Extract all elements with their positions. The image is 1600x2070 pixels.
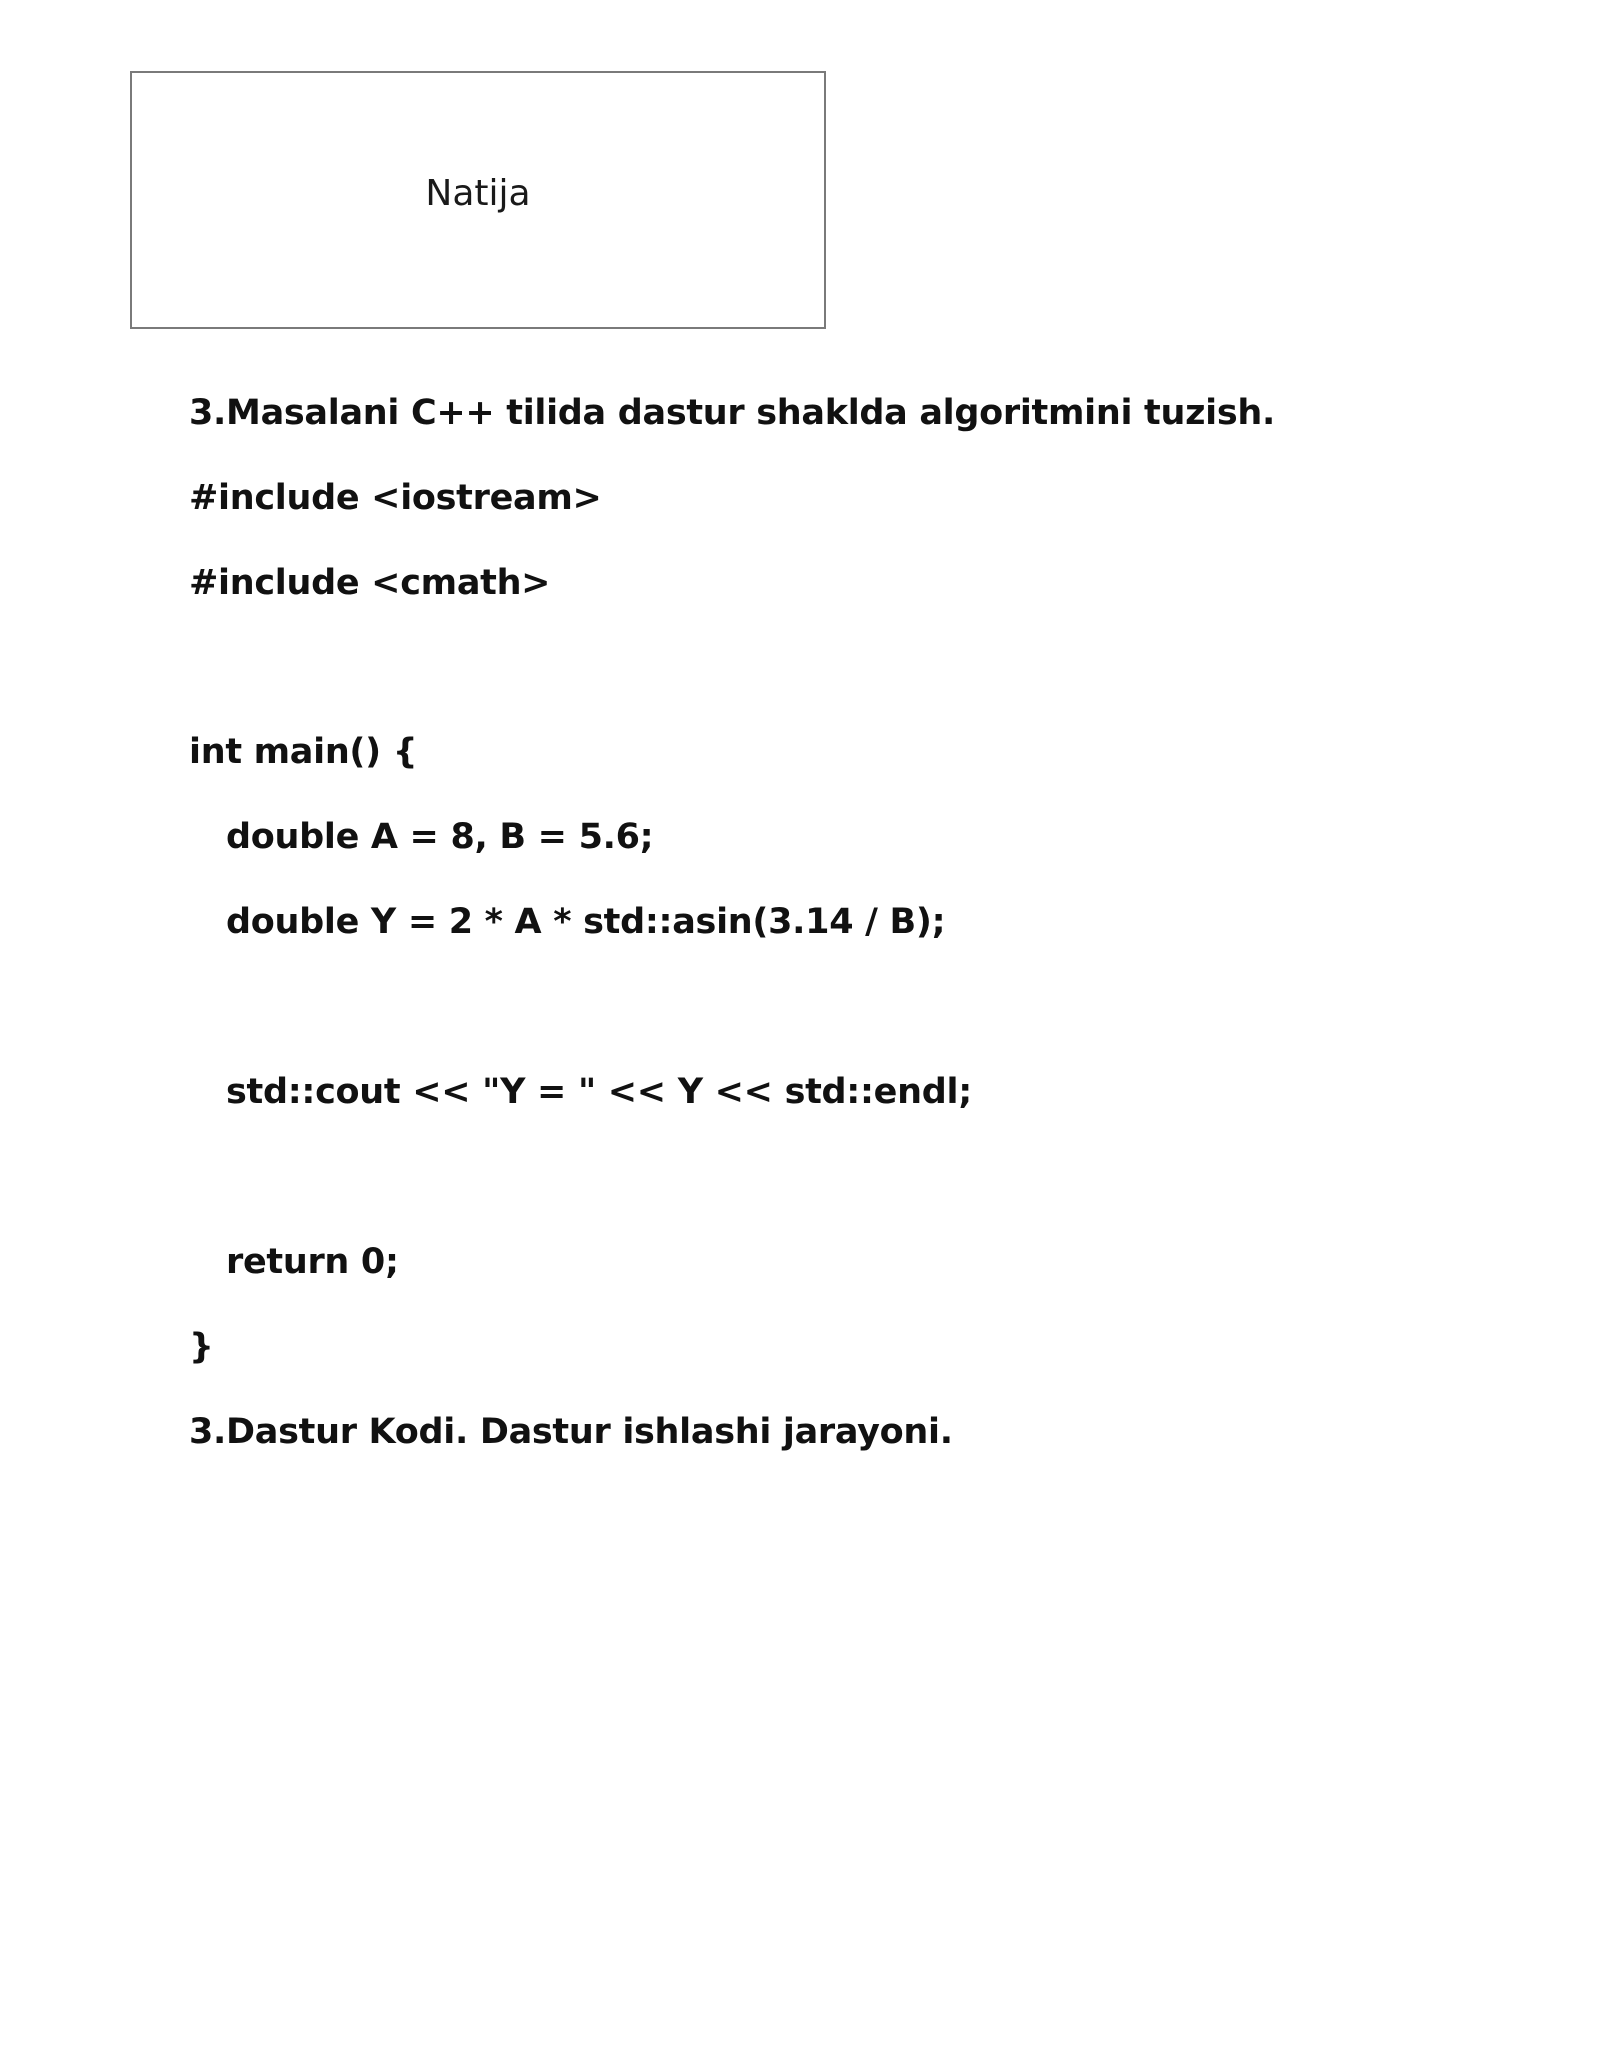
code-line-cout: std::cout << "Y = " << Y << std::endl;: [226, 1072, 972, 1112]
code-line-include-cmath: #include <cmath>: [189, 563, 551, 603]
result-box-label: Natija: [425, 173, 531, 214]
section-heading: 3.Masalani C++ tilida dastur shaklda algoritmini tuzish.: [189, 393, 1275, 433]
code-line-main-open: int main() {: [189, 732, 418, 772]
code-line-decl-y: double Y = 2 * A * std::asin(3.14 / B);: [226, 902, 946, 942]
footer-heading: 3.Dastur Kodi. Dastur ishlashi jarayoni.: [189, 1412, 953, 1452]
code-line-include-iostream: #include <iostream>: [189, 478, 602, 518]
result-box: [130, 71, 826, 329]
code-line-return: return 0;: [226, 1242, 399, 1282]
code-line-main-close: }: [189, 1327, 214, 1367]
code-line-decl-ab: double A = 8, B = 5.6;: [226, 817, 654, 857]
